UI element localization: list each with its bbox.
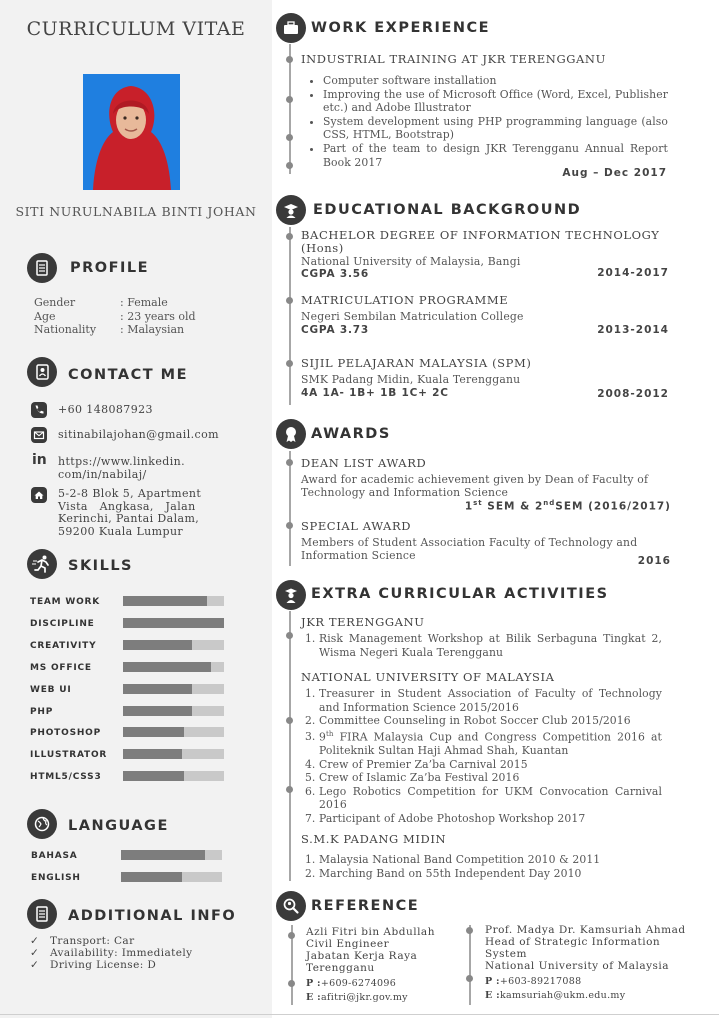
skill-bar <box>123 771 224 781</box>
education-heading: EDUCATIONAL BACKGROUND <box>313 202 582 218</box>
work-bullet: • Computer software installation <box>323 74 668 88</box>
skill-label: PHOTOSHOP <box>30 728 102 739</box>
work-date: Aug – Dec 2017 <box>562 167 667 179</box>
skill-label: PHP <box>30 706 54 717</box>
language-label: ENGLISH <box>31 872 81 883</box>
education-school: SMK Padang Midin, Kuala Terengganu <box>301 373 521 386</box>
work-bullets <box>301 74 668 169</box>
phone-number[interactable]: +60 148087923 <box>58 403 153 416</box>
email-address[interactable]: sitinabilajohan@gmail.com <box>58 428 219 441</box>
award-title: DEAN LIST AWARD <box>301 456 427 470</box>
extra-timeline <box>289 611 291 881</box>
graduate-icon <box>276 195 306 225</box>
education-date: 2013-2014 <box>597 324 669 336</box>
award-item <box>301 456 663 499</box>
reference-email[interactable]: kamsuriah@ukm.edu.my <box>499 990 626 1001</box>
extra-group-list <box>301 687 662 826</box>
timeline-dot <box>286 786 293 793</box>
additional-item: Transport: Car <box>50 935 135 947</box>
skill-bar <box>123 684 224 694</box>
extra-group-title: NATIONAL UNIVERSITY OF MALAYSIA <box>301 670 555 684</box>
extra-group-list <box>301 853 662 880</box>
address-book-icon <box>27 357 57 387</box>
linkedin-line: https://www.linkedin. <box>58 455 186 468</box>
awards-heading: AWARDS <box>311 426 391 442</box>
skill-bar <box>123 706 224 716</box>
skill-bar <box>123 596 224 606</box>
timeline-dot <box>466 975 473 982</box>
skill-bar-fill <box>123 771 184 781</box>
education-result: CGPA 3.73 <box>301 324 369 336</box>
reference-email[interactable]: afitri@jkr.gov.my <box>320 992 408 1003</box>
additional-item: Driving License: D <box>50 959 157 971</box>
globe-icon <box>27 809 57 839</box>
full-name: SITI NURULNABILA BINTI JOHAN <box>15 204 257 219</box>
timeline-dot <box>286 162 293 169</box>
timeline-dot <box>286 56 293 63</box>
document-icon <box>27 899 57 929</box>
phone-label: P : <box>485 976 500 987</box>
education-timeline <box>289 227 291 405</box>
language-label: BAHASA <box>31 851 78 861</box>
skill-bar <box>123 727 224 737</box>
reference-line: System <box>485 948 527 960</box>
profile-photo <box>83 74 180 190</box>
bottom-divider <box>0 1014 719 1015</box>
check-icon: ✓ <box>30 959 40 971</box>
timeline-dot <box>286 459 293 466</box>
extra-item-sup: th <box>325 729 334 738</box>
timeline-dot <box>286 96 293 103</box>
award-title: SPECIAL AWARD <box>301 519 412 533</box>
reference-card <box>485 924 710 1002</box>
reference-line: Head of Strategic Information <box>485 936 661 948</box>
reference-line: Prof. Madya Dr. Kamsuriah Ahmad <box>485 924 686 936</box>
extra-item <box>319 728 662 758</box>
education-school: National University of Malaysia, Bangi <box>301 255 521 268</box>
address-line: 59200 Kuala Lumpur <box>58 524 184 538</box>
address-line: 5-2-8 Blok 5, Apartment <box>58 487 202 500</box>
profile-value: : Malaysian <box>120 323 185 336</box>
email-label: E : <box>485 990 500 1001</box>
award-date-sup: st <box>473 499 483 507</box>
email-label: E : <box>306 992 321 1003</box>
education-date: 2008-2012 <box>597 388 669 400</box>
skill-bar <box>123 640 224 650</box>
award-date-part: SEM & 2 <box>482 500 544 513</box>
education-title: BACHELOR DEGREE OF INFORMATION TECHNOLOGY (Hons) <box>301 228 660 255</box>
timeline-dot <box>286 632 293 639</box>
education-item <box>301 356 671 386</box>
award-description: Members of Student Association Faculty of Technology and Information Science <box>301 536 638 562</box>
extra-item-text: FIRA Malaysia Cup and Congress Competition 2016 at Politeknik Sultan Haji Ahmad Shah, Kuantan <box>319 730 662 757</box>
email-icon <box>31 427 47 443</box>
award-date-sup: nd <box>543 499 556 507</box>
language-bar <box>121 872 222 882</box>
work-timeline <box>289 44 291 174</box>
work-title: INDUSTRIAL TRAINING AT JKR TERENGGANU <box>301 52 606 66</box>
profile-row <box>34 310 196 324</box>
profile-key: Age <box>34 309 56 323</box>
timeline-dot <box>288 980 295 987</box>
check-icon: ✓ <box>30 935 40 947</box>
extra-item: 2. Committee Counseling in Robot Soccer Club 2015/2016 <box>319 714 662 728</box>
skill-bar-fill <box>123 662 211 672</box>
briefcase-icon <box>276 13 306 43</box>
additional-info-list <box>30 935 193 971</box>
skill-bar <box>123 749 224 759</box>
award-description: Award for academic achievement given by Dean of Faculty of Technology and Information Science <box>301 473 649 499</box>
extra-item: 7. Participant of Adobe Photoshop Workshop 2017 <box>319 812 662 826</box>
skill-label: TEAM WORK <box>30 597 101 607</box>
phone-icon <box>31 402 47 418</box>
profile-key: Nationality <box>34 323 97 336</box>
award-date-part: 1 <box>464 500 474 513</box>
skill-label: MS OFFICE <box>30 662 92 673</box>
skills-heading: SKILLS <box>68 558 133 574</box>
skill-bar-fill <box>123 618 224 628</box>
reference-line: Jabatan Kerja Raya <box>306 950 418 962</box>
extra-group-list <box>301 632 662 659</box>
reference-card <box>306 926 456 1004</box>
education-item <box>301 229 671 268</box>
skill-label: DISCIPLINE <box>30 618 95 629</box>
extra-item: 6. Lego Robotics Competition for UKM Convocation Carnival 2016 <box>319 785 662 812</box>
timeline-dot <box>286 717 293 724</box>
address-line: Vista Angkasa, Jalan <box>58 499 196 513</box>
reference-line: National University of Malaysia <box>485 960 670 972</box>
language-heading: LANGUAGE <box>68 818 169 834</box>
extra-item: 1. Treasurer in Student Association of Faculty of Technology and Information Science 2015/2016 <box>319 687 662 714</box>
award-ribbon-icon <box>276 419 306 449</box>
skill-bar-fill <box>123 706 192 716</box>
reference-heading: REFERENCE <box>311 898 420 914</box>
education-title: SIJIL PELAJARAN MALAYSIA (SPM) <box>301 356 532 370</box>
profile-value: : Female <box>120 296 168 309</box>
education-title: MATRICULATION PROGRAMME <box>301 293 509 307</box>
search-person-icon <box>276 891 306 921</box>
home-icon <box>31 487 47 503</box>
skill-bar-fill <box>123 749 182 759</box>
cv-title: CURRICULUM VITAE <box>26 18 246 40</box>
additional-item: Availability: Immediately <box>50 947 193 959</box>
language-bar <box>121 850 222 860</box>
skill-label: ILLUSTRATOR <box>30 750 108 761</box>
extra-item-prefix: 9 <box>319 730 326 744</box>
timeline-dot <box>286 134 293 141</box>
awards-timeline <box>289 451 291 566</box>
reference-line: Civil Engineer <box>306 938 390 950</box>
extra-item: 2. Marching Band on 55th Independent Day 2010 <box>319 867 662 881</box>
work-bullet: • System development using PHP programming language (also CSS, HTML, Bootstrap) <box>323 115 668 142</box>
extra-heading: EXTRA CURRICULAR ACTIVITIES <box>311 586 609 602</box>
timeline-dot <box>466 927 473 934</box>
skill-label: WEB UI <box>30 684 72 695</box>
profile-row <box>34 296 196 310</box>
skill-bar-fill <box>123 727 184 737</box>
phone-label: P : <box>306 978 321 989</box>
education-item <box>301 293 671 323</box>
contact-heading: CONTACT ME <box>68 367 189 383</box>
education-date: 2014-2017 <box>597 267 669 279</box>
running-figure-icon <box>27 549 57 579</box>
extra-item: 4. Crew of Premier Za’ba Carnival 2015 <box>319 758 662 772</box>
award-date-part: SEM (2016/2017) <box>555 500 671 513</box>
reference-phone[interactable]: +609-6274096 <box>320 978 397 989</box>
reference-line: Terengganu <box>306 962 375 974</box>
award-date: 2016 <box>637 555 671 567</box>
skill-bar-fill <box>123 640 192 650</box>
additional-info-heading: ADDITIONAL INFO <box>68 908 237 924</box>
profile-key: Gender <box>34 296 76 309</box>
linkedin-link[interactable] <box>58 456 185 481</box>
education-result: 4A 1A- 1B+ 1B 1C+ 2C <box>301 387 449 399</box>
education-result: CGPA 3.56 <box>301 268 369 280</box>
timeline-dot <box>286 522 293 529</box>
skill-label: HTML5/CSS3 <box>30 772 102 783</box>
linkedin-line: com/in/nabilaj/ <box>58 467 147 481</box>
extra-item: 5. Crew of Islamic Za’ba Festival 2016 <box>319 771 662 785</box>
document-icon <box>27 253 57 283</box>
extra-group-title: JKR TERENGGANU <box>301 615 425 629</box>
postal-address <box>58 488 220 538</box>
reference-timeline <box>469 925 471 1005</box>
work-heading: WORK EXPERIENCE <box>311 20 491 36</box>
extra-item: 1. Risk Management Workshop at Bilik Serbaguna Tingkat 2, Wisma Negeri Kuala Terengganu <box>319 632 662 659</box>
skill-bar <box>123 618 224 628</box>
extra-group-title: S.M.K PADANG MIDIN <box>301 832 447 846</box>
work-bullet: • Improving the use of Microsoft Office (Word, Excel, Publisher etc.) and Adobe Illustrator <box>323 88 668 115</box>
profile-heading: PROFILE <box>70 260 150 276</box>
profile-value: : 23 years old <box>120 309 196 323</box>
reference-phone[interactable]: +603-89217088 <box>499 976 582 987</box>
check-icon: ✓ <box>30 947 40 959</box>
timeline-dot <box>286 297 293 304</box>
extra-item: 1. Malaysia National Band Competition 2010 & 2011 <box>319 853 662 867</box>
timeline-dot <box>288 932 295 939</box>
skill-bar <box>123 662 224 672</box>
linkedin-icon: in <box>32 452 47 468</box>
address-line: Kerinchi, Pantai Dalam, <box>58 512 200 525</box>
timeline-dot <box>286 233 293 240</box>
profile-list <box>34 296 196 337</box>
language-bar-fill <box>121 872 182 882</box>
education-school: Negeri Sembilan Matriculation College <box>301 310 524 323</box>
work-bullet: • Part of the team to design JKR Terengganu Annual Report Book 2017 <box>323 142 668 169</box>
skill-bar-fill <box>123 684 192 694</box>
reference-line: Azli Fitri bin Abdullah <box>306 926 435 938</box>
language-bar-fill <box>121 850 205 860</box>
award-date <box>420 499 671 513</box>
skill-label: CREATIVITY <box>30 640 97 651</box>
timeline-dot <box>286 360 293 367</box>
person-badge-icon <box>276 580 306 610</box>
profile-row <box>34 323 196 337</box>
skill-bar-fill <box>123 596 207 606</box>
